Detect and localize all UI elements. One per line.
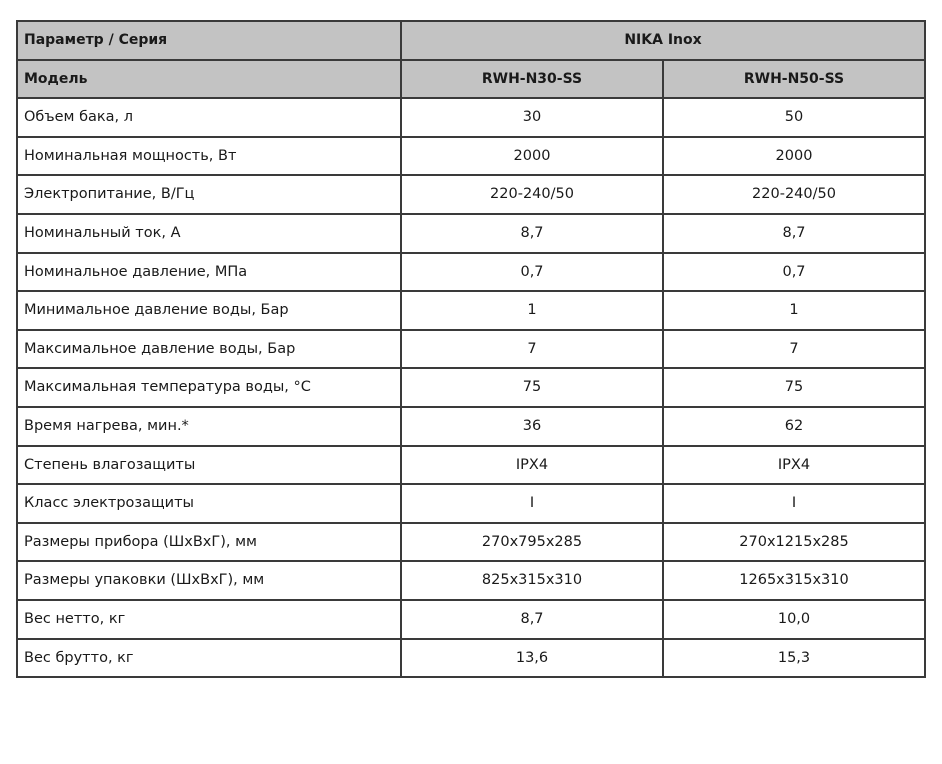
row-value-2: 50 [663,98,925,137]
row-value-1: 75 [401,368,663,407]
row-value-1: 825x315x310 [401,561,663,600]
table-row [17,561,925,600]
row-label: Номинальное давление, МПа [17,253,401,292]
table-row [17,407,925,446]
row-label: Номинальная мощность, Вт [17,137,401,176]
table-row [17,446,925,485]
spec-table [16,20,926,678]
row-value-1: 1 [401,291,663,330]
header-row [17,21,925,60]
row-value-2: 7 [663,330,925,369]
table-row [17,214,925,253]
row-value-1: 8,7 [401,600,663,639]
model-name-2: RWH-N50-SS [663,60,925,99]
row-value-2: 8,7 [663,214,925,253]
row-value-2: 75 [663,368,925,407]
row-value-1: IPX4 [401,446,663,485]
row-label: Максимальное давление воды, Бар [17,330,401,369]
row-label: Вес брутто, кг [17,639,401,678]
param-series-header: Параметр / Серия [17,21,401,60]
table-row [17,253,925,292]
row-label: Максимальная температура воды, °С [17,368,401,407]
row-value-1: 8,7 [401,214,663,253]
model-row [17,60,925,99]
row-label: Размеры прибора (ШхВхГ), мм [17,523,401,562]
model-label: Модель [17,60,401,99]
row-value-1: 0,7 [401,253,663,292]
row-value-2: 1265x315x310 [663,561,925,600]
table-row [17,639,925,678]
row-value-1: I [401,484,663,523]
row-label: Минимальное давление воды, Бар [17,291,401,330]
model-name-1: RWH-N30-SS [401,60,663,99]
row-value-1: 36 [401,407,663,446]
row-value-2: IPX4 [663,446,925,485]
series-name-header: NIKA Inox [401,21,925,60]
row-value-2: 220-240/50 [663,175,925,214]
row-label: Размеры упаковки (ШхВхГ), мм [17,561,401,600]
row-value-1: 270x795x285 [401,523,663,562]
table-row [17,291,925,330]
row-label: Вес нетто, кг [17,600,401,639]
row-value-2: 0,7 [663,253,925,292]
table-row [17,175,925,214]
row-label: Время нагрева, мин.* [17,407,401,446]
table-row [17,523,925,562]
row-value-2: 15,3 [663,639,925,678]
row-value-1: 13,6 [401,639,663,678]
row-value-2: 270x1215x285 [663,523,925,562]
row-label: Степень влагозащиты [17,446,401,485]
table-row [17,484,925,523]
row-value-1: 2000 [401,137,663,176]
row-value-2: 62 [663,407,925,446]
row-value-2: 10,0 [663,600,925,639]
row-label: Электропитание, В/Гц [17,175,401,214]
table-row [17,137,925,176]
table-row [17,368,925,407]
row-label: Класс электрозащиты [17,484,401,523]
row-label: Объем бака, л [17,98,401,137]
row-value-2: I [663,484,925,523]
table-row [17,600,925,639]
row-value-1: 30 [401,98,663,137]
row-value-1: 7 [401,330,663,369]
table-row [17,98,925,137]
row-value-2: 2000 [663,137,925,176]
row-label: Номинальный ток, А [17,214,401,253]
row-value-2: 1 [663,291,925,330]
table-row [17,330,925,369]
row-value-1: 220-240/50 [401,175,663,214]
